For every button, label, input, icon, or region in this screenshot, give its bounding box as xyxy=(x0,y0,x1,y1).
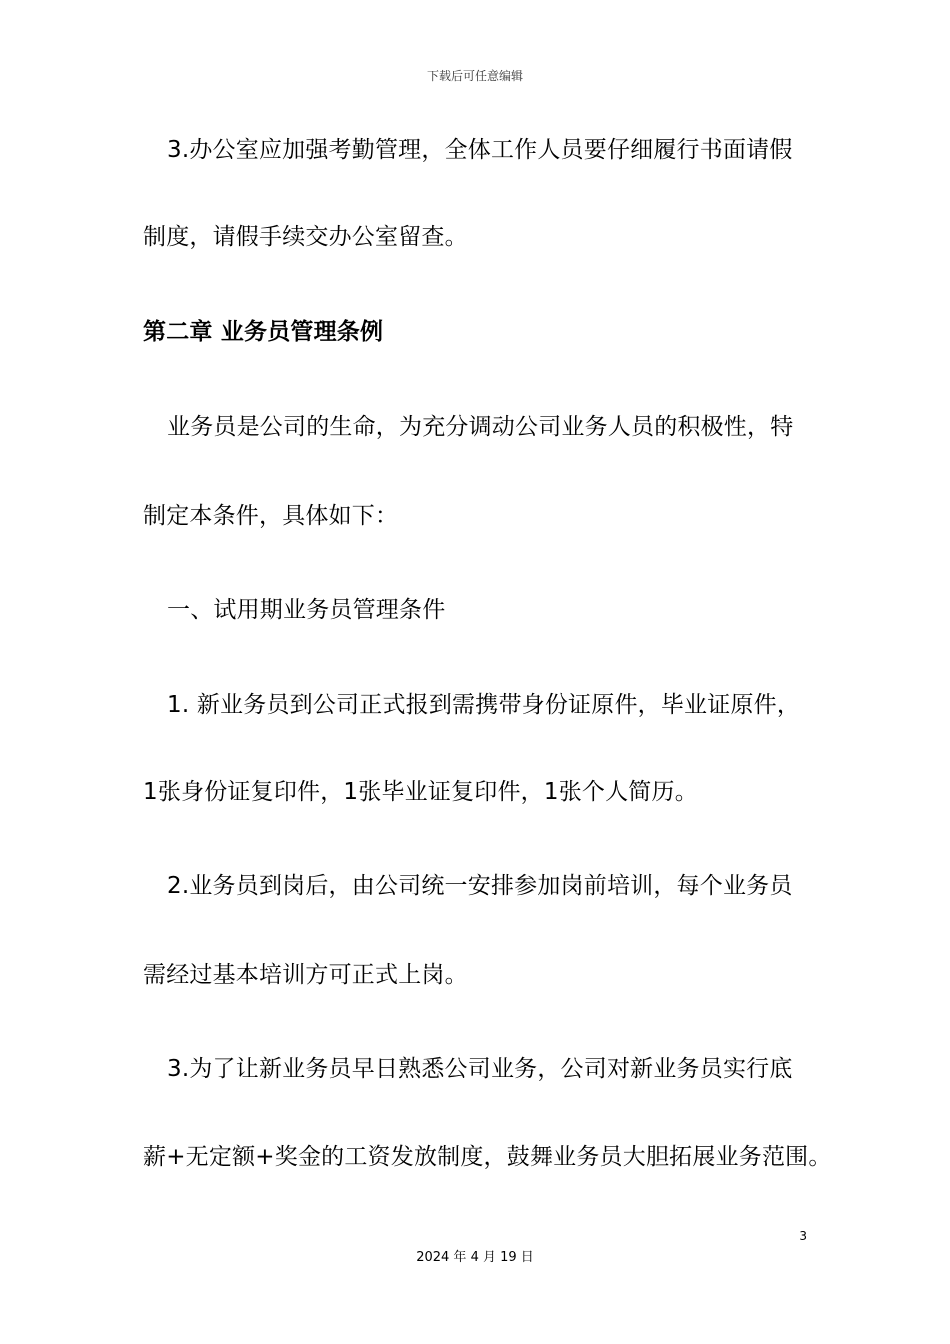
paragraph-attendance-line-1: 3.办公室应加强考勤管理，全体工作人员要仔细履行书面请假 xyxy=(167,137,793,163)
item-1-line-1: 1. 新业务员到公司正式报到需携带身份证原件，毕业证原件， xyxy=(167,692,801,718)
chapter-heading: 第二章 业务员管理条例 xyxy=(143,319,384,345)
footer-date: 2024 年 4 月 19 日 xyxy=(416,1250,534,1265)
page-number: 3 xyxy=(799,1229,807,1243)
item-2-line-1: 2.业务员到岗后，由公司统一安排参加岗前培训，每个业务员 xyxy=(167,873,793,899)
item-2-line-2: 需经过基本培训方可正式上岗。 xyxy=(143,962,468,988)
paragraph-intro-line-2: 制定本条件，具体如下： xyxy=(143,503,399,529)
item-1-line-2: 1张身份证复印件，1张毕业证复印件，1张个人简历。 xyxy=(143,779,698,805)
paragraph-attendance-line-2: 制度，请假手续交办公室留查。 xyxy=(143,224,468,250)
section-heading: 一、试用期业务员管理条件 xyxy=(167,597,446,623)
item-3-line-1: 3.为了让新业务员早日熟悉公司业务，公司对新业务员实行底 xyxy=(167,1056,793,1082)
item-3-line-2: 薪+无定额+奖金的工资发放制度，鼓舞业务员大胆拓展业务范围。 xyxy=(143,1144,832,1170)
header-note: 下载后可任意编辑 xyxy=(426,69,523,83)
paragraph-intro-line-1: 业务员是公司的生命，为充分调动公司业务人员的积极性，特 xyxy=(167,414,794,440)
